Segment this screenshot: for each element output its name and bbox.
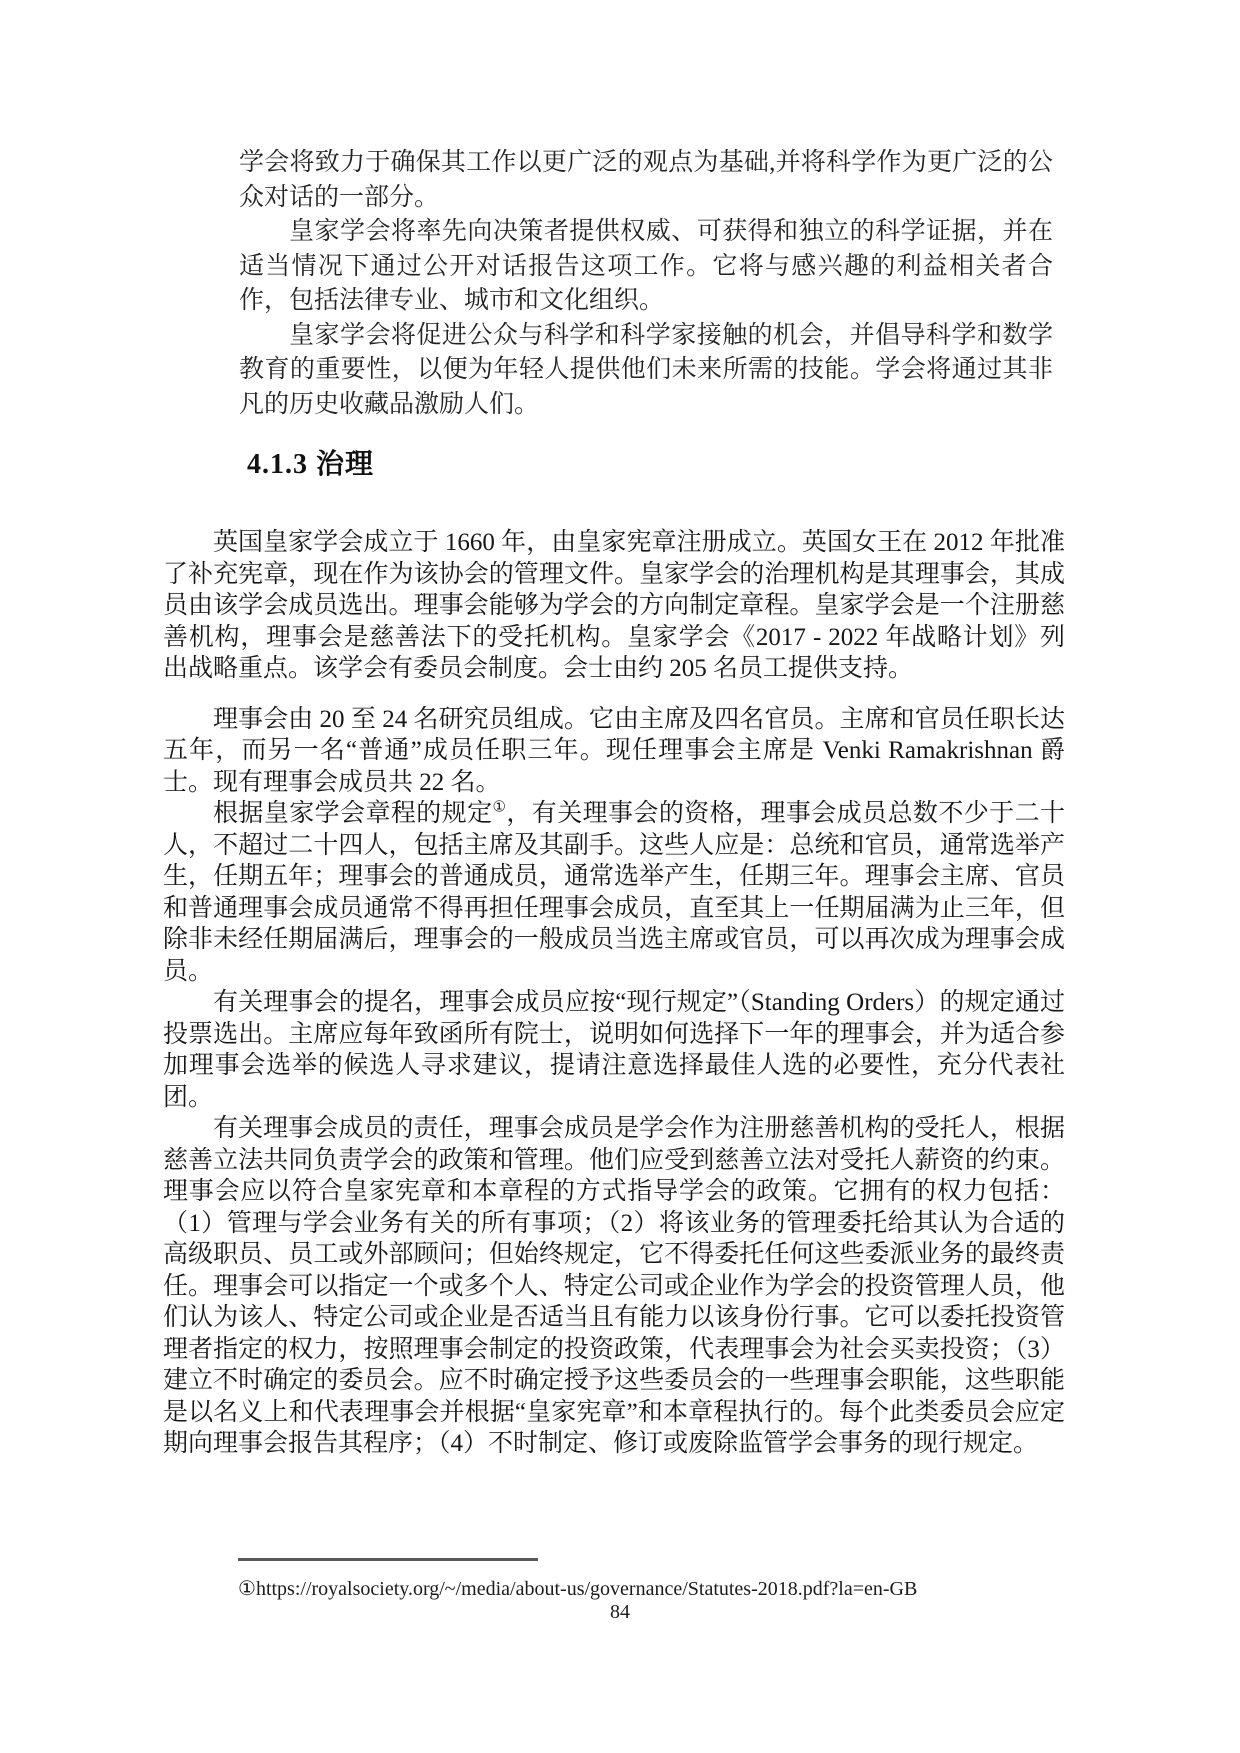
body-paragraph-3 (163, 798, 1065, 987)
footnote-divider (238, 1558, 538, 1561)
footnote-url: https://royalsociety.org/~/media/about-us/governance/Statutes-2018.pdf?la=en-GB (255, 1578, 918, 1600)
quote-block (239, 146, 1053, 422)
footnote-reference-mark: ① (492, 799, 507, 816)
quote-paragraph-2: 皇家学会将率先向决策者提供权威、可获得和独立的科学证据，并在适当情况下通过公开对话报告这项工作。它将与感兴趣的利益相关者合作，包括法律专业、城市和文化组织。 (239, 218, 1053, 314)
body-text (163, 527, 1065, 1460)
body-paragraph-5: 有关理事会成员的责任，理事会成员是学会作为注册慈善机构的受托人，根据慈善立法共同负责学会的政策和管理。他们应受到慈善立法对受托人薪资的约束。理事会应以符合皇家宪章和本章程的方式指导学会的政策。它拥有的权力包括：（1）管理与学会业务有关的所有事项；（2）将该业务的管理委托给其认为合适的高级职员、员工或外部顾问；但始终规定，它不得委托任何这些委派业务的最终责任。理事会可以指定一个或多个人、特定公司或企业作为学会的投资管理人员，他们认为该人、特定公司或企业是否适当且有能力以该身份行事。它可以委托投资管理者指定的权力，按照理事会制定的投资政策，代表理事会为社会买卖投资；（3）建立不时确定的委员会。应不时确定授予这些委员会的一些理事会职能，这些职能是以名义上和代表理事会并根据“皇家宪章”和本章程执行的。每个此类委员会应定期向理事会报告其程序；（4）不时制定、修订或废除监管学会事务的现行规定。 (163, 1115, 1065, 1457)
quote-paragraph-3: 皇家学会将促进公众与科学和科学家接触的机会，并倡导科学和数学教育的重要性，以便为年轻人提供他们未来所需的技能。学会将通过其非凡的历史收藏品激励人们。 (239, 321, 1053, 418)
page-number: 84 (610, 1601, 630, 1623)
footnote-marker: ① (238, 1578, 256, 1600)
body-paragraph-3-continuation: ，有关理事会的资格，理事会成员总数不少于二十人，不超过二十四人，包括主席及其副手。这些人应是：总统和官员，通常选举产生，任期五年；理事会的普通成员，通常选举产生，任期三年。理事会主席、官员和普通理事会成员通常不得再担任理事会成员，直至其上一任期届满为止三年，但除非未经任期届满后，理事会的一般成员当选主席或官员，可以再次成为理事会成员。 (163, 800, 1065, 985)
body-paragraph-3-text: 根据皇家学会章程的规定 (213, 800, 493, 827)
body-paragraph-1: 英国皇家学会成立于 1660 年，由皇家宪章注册成立。英国女王在 2012 年批准了补充宪章，现在作为该协会的管理文件。皇家学会的治理机构是其理事会，其成员由该学会成员选出。理事会能够为学会的方向制定章程。皇家学会是一个注册慈善机构，理事会是慈善法下的受托机构。皇家学会《2017 - 2022 年战略计划》列出战略重点。该学会有委员会制度。会士由约 205 名员工提供支持。 (163, 529, 1065, 682)
quote-paragraph-1: 学会将致力于确保其工作以更广泛的观点为基础,并将科学作为更广泛的公众对话的一部分。 (239, 149, 1053, 211)
footnote (238, 1576, 1068, 1602)
body-paragraph-2: 理事会由 20 至 24 名研究员组成。它由主席及四名官员。主席和官员任职长达五年，而另一名“普通”成员任职三年。现任理事会主席是 Venki Ramakrishnan 爵士。现有理事会成员共 22 名。 (163, 705, 1065, 796)
section-heading: 4.1.3 治理 (247, 449, 375, 480)
body-paragraph-4: 有关理事会的提名，理事会成员应按“现行规定”（Standing Orders）的规定通过投票选出。主席应每年致函所有院士，说明如何选择下一年的理事会，并为适合参加理事会选举的候选人寻求建议，提请注意选择最佳人选的必要性，充分代表社团。 (163, 989, 1065, 1111)
